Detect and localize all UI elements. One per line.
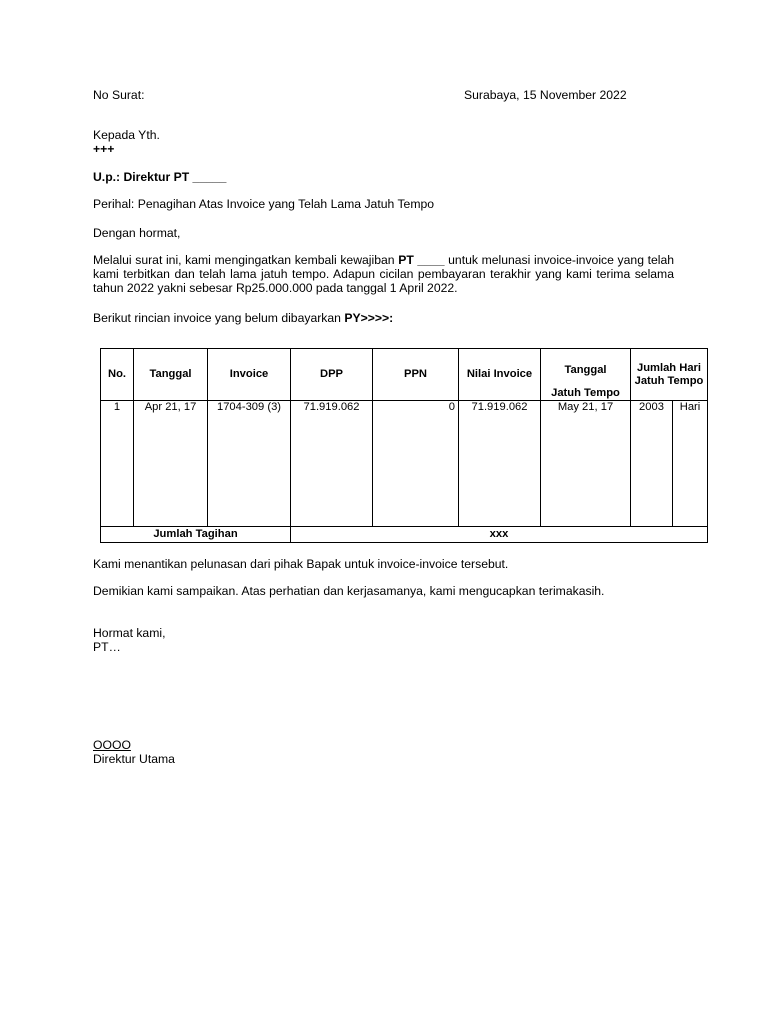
greeting: Dengan hormat, xyxy=(93,226,181,240)
body-paragraph-2 xyxy=(93,311,393,325)
header-invoice: Invoice xyxy=(208,349,291,401)
cell-dpp: 71.919.062 xyxy=(291,401,373,527)
header-no: No. xyxy=(101,349,134,401)
header-tanggal-jatuh-tempo-line2: Jatuh Tempo xyxy=(551,386,620,399)
table-footer-row xyxy=(101,527,708,543)
header-tanggal-jatuh-tempo-line1: Tanggal xyxy=(564,364,607,376)
regards: Hormat kami, xyxy=(93,626,166,640)
body-paragraph-2-text: Berikut rincian invoice yang belum dibayarkan xyxy=(93,311,341,325)
cell-nilai-invoice: 71.919.062 xyxy=(459,401,541,527)
place-date: Surabaya, 15 November 2022 xyxy=(464,88,627,102)
header-tanggal: Tanggal xyxy=(134,349,208,401)
recipient-salutation: Kepada Yth. xyxy=(93,128,160,142)
cell-jatuh-tempo: May 21, 17 xyxy=(541,401,631,527)
table-row xyxy=(101,401,708,527)
cell-hari: 2003 xyxy=(631,401,673,527)
recipient-name: +++ xyxy=(93,142,115,156)
cell-invoice: 1704-309 (3) xyxy=(208,401,291,527)
company-placeholder: PT ____ xyxy=(398,253,445,267)
header-nilai-invoice: Nilai Invoice xyxy=(459,349,541,401)
signatory-title: Direktur Utama xyxy=(93,752,175,766)
cell-hari-unit: Hari xyxy=(673,401,708,527)
body-paragraph-1-end: untuk melunasi invoice-invoice yang telah kami terbitkan dan telah lama jatuh tempo. Adapun cicilan pembayaran terakhir yang kami terima selama tahun 2022 yakni sebesar Rp25.000.000 pada tanggal 1 April 2022. xyxy=(93,253,675,295)
table-header-row xyxy=(101,349,708,401)
subject-line: Perihal: Penagihan Atas Invoice yang Telah Lama Jatuh Tempo xyxy=(93,197,435,211)
header-jumlah-hari: Jumlah Hari Jatuh Tempo xyxy=(631,349,708,401)
body-paragraph-1-start: Melalui surat ini, kami mengingatkan kembali kewajiban xyxy=(93,253,395,267)
header-tanggal-jatuh-tempo xyxy=(541,349,631,401)
letter-number: No Surat: xyxy=(93,88,145,102)
cell-no: 1 xyxy=(101,401,134,527)
body-paragraph-1 xyxy=(93,253,674,295)
cell-tanggal: Apr 21, 17 xyxy=(134,401,208,527)
total-label: Jumlah Tagihan xyxy=(101,527,291,543)
invoice-table xyxy=(100,348,708,543)
signatory-name: OOOO xyxy=(93,738,131,752)
attention-line: U.p.: Direktur PT _____ xyxy=(93,170,227,184)
header-dpp: DPP xyxy=(291,349,373,401)
signature-company: PT… xyxy=(93,640,121,654)
closing-paragraph-1: Kami menantikan pelunasan dari pihak Bapak untuk invoice-invoice tersebut. xyxy=(93,557,509,571)
customer-code: PY>>>>: xyxy=(344,311,394,325)
closing-paragraph-2: Demikian kami sampaikan. Atas perhatian dan kerjasamanya, kami mengucapkan terimakasih. xyxy=(93,584,605,598)
cell-ppn: 0 xyxy=(373,401,459,527)
header-ppn: PPN xyxy=(373,349,459,401)
total-value: xxx xyxy=(291,527,708,543)
